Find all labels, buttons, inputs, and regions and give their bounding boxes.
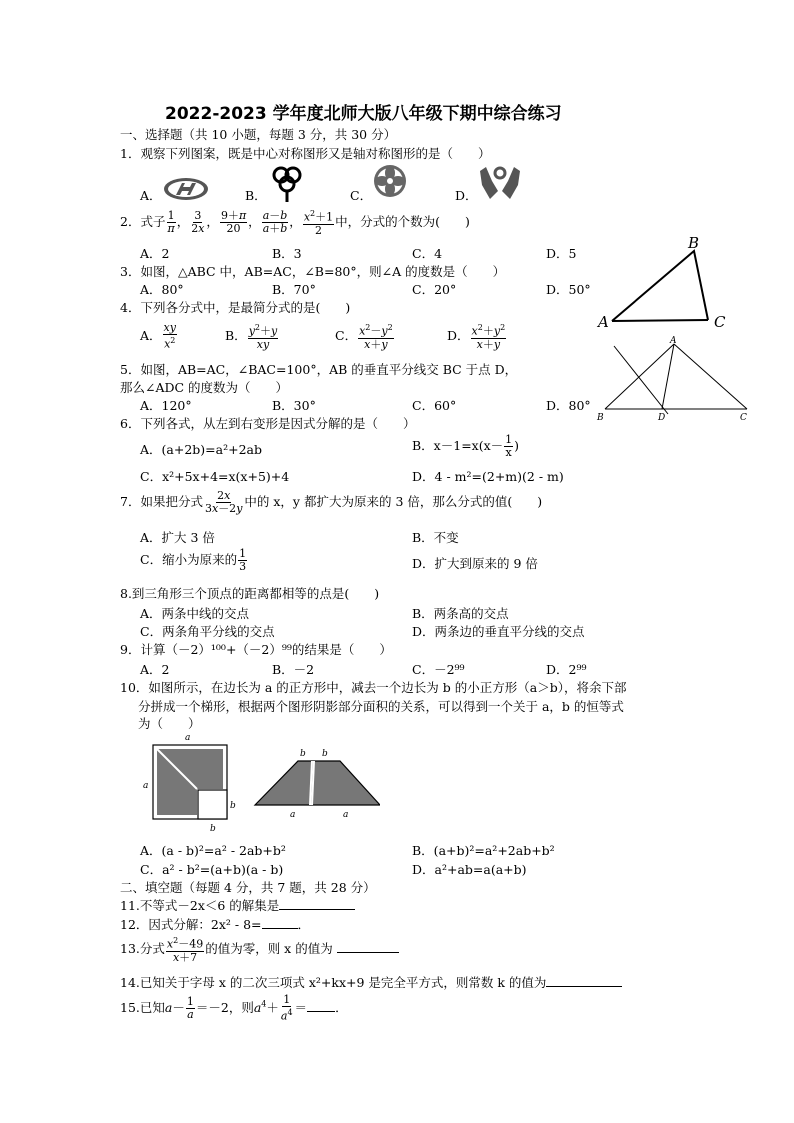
svg-text:D: D — [658, 413, 666, 423]
q14-stem: 14.已知关于字母 x 的二次三项式 x²+kx+9 是完全平方式，则常数 k 的值为 — [120, 973, 622, 991]
q6-option-b[interactable]: B．x－1=x(x－ $\frac{1}{x}$ ) — [412, 433, 520, 459]
q8-stem: 8.到三角形三个顶点的距离都相等的点是( ) — [120, 586, 380, 601]
q5-option-d[interactable]: D．80° — [546, 398, 591, 413]
hands-logo-icon — [478, 161, 522, 201]
q3-option-d[interactable]: D．50° — [546, 282, 591, 297]
svg-text:C: C — [740, 413, 747, 423]
svg-text:a: a — [343, 810, 349, 820]
q12-stem: 12．因式分解：2x² - 8= ． — [120, 917, 311, 932]
q1-option-c[interactable]: C． — [350, 188, 373, 203]
q7-option-c[interactable]: C．缩小为原来的 $\frac{1}{3}$ — [140, 547, 247, 573]
q10-stem-line3: 为（ ） — [138, 716, 201, 731]
svg-text:b: b — [230, 801, 236, 811]
q4-option-d[interactable]: D． $\frac{x^2+y^2}{x+y}$ — [447, 323, 506, 351]
q14-answer-blank[interactable] — [546, 975, 622, 987]
q7-option-a[interactable]: A．扩大 3 倍 — [140, 530, 215, 545]
q12-answer-blank[interactable] — [262, 917, 298, 929]
section-choice-heading: 一、选择题（共 10 小题，每题 3 分，共 30 分） — [120, 127, 397, 142]
q3-stem: 3．如图，△ABC 中，AB=AC，∠B=80°，则∠A 的度数是（ ） — [120, 264, 506, 279]
q8-option-b[interactable]: B．两条高的交点 — [412, 606, 509, 621]
triangle-abc-figure — [590, 232, 740, 332]
q2-option-a[interactable]: A．2 — [140, 246, 170, 261]
q7-option-b[interactable]: B．不变 — [412, 530, 459, 545]
svg-text:a: a — [290, 810, 296, 820]
q2-option-b[interactable]: B．3 — [272, 246, 302, 261]
q1-option-a[interactable]: A． — [140, 188, 162, 203]
q1-option-b[interactable]: B． — [245, 188, 267, 203]
q2-option-c[interactable]: C．4 — [412, 246, 443, 261]
q10-option-d[interactable]: D．a²+ab=a(a+b) — [412, 862, 527, 877]
q9-option-a[interactable]: A．2 — [140, 662, 170, 677]
flower-circle-icon — [372, 163, 408, 199]
q8-option-c[interactable]: C．两条角平分线的交点 — [140, 624, 275, 639]
q10-option-a[interactable]: A．(a - b)²=a² - 2ab+b² — [140, 843, 286, 858]
q1-stem: 1．观察下列图案，既是中心对称图形又是轴对称图形的是（ ） — [120, 146, 491, 161]
hyundai-logo-icon — [162, 175, 212, 203]
svg-text:b: b — [300, 749, 306, 759]
q3-option-a[interactable]: A．80° — [140, 282, 184, 297]
square-trapezoid-figure — [140, 730, 380, 838]
q15-stem: 15.已知a－ $\frac{1}{a}$ ＝－2，则$a^4+$ $\frac{1}{a^4}$ ＝ ． — [120, 993, 348, 1023]
q8-option-d[interactable]: D．两条边的垂直平分线的交点 — [412, 624, 585, 639]
q6-option-c[interactable]: C．x²+5x+4=x(x+5)+4 — [140, 469, 290, 484]
svg-text:A: A — [670, 336, 677, 346]
q4-option-a[interactable]: A． $\frac{xy}{x^2}$ — [140, 321, 176, 351]
q6-option-d[interactable]: D．4 - m²=(2+m)(2 - m) — [412, 469, 564, 484]
isosceles-bisector-figure — [592, 334, 754, 426]
trefoil-logo-icon — [268, 163, 306, 203]
q1-option-d[interactable]: D． — [455, 188, 478, 203]
q7-stem: 7．如果把分式 $\frac{2x}{3x-2y}$ 中的 x，y 都扩大为原来的 3 倍，那么分式的值( ) — [120, 489, 543, 515]
q5-option-b[interactable]: B．30° — [272, 398, 316, 413]
tri-label-b: B — [688, 234, 700, 252]
q13-stem: 13.分式 $\frac{x^2-49}{x+7}$ 的值为零，则 x 的值为 — [120, 935, 399, 964]
q10-stem-line2: 分拼成一个梯形，根据两个图形阴影部分面积的关系，可以得到一个关于 a，b 的恒等式 — [138, 699, 624, 714]
q3-option-c[interactable]: C．20° — [412, 282, 457, 297]
q11-answer-blank[interactable] — [279, 898, 355, 910]
q10-stem-line1: 10．如图所示，在边长为 a 的正方形中，减去一个边长为 b 的小正方形（a＞b），将余下部 — [120, 680, 627, 695]
tri-label-c: C — [714, 313, 726, 331]
page-title: 2022-2023 学年度北师大版八年级下期中综合练习 — [165, 104, 562, 124]
q15-answer-blank[interactable] — [307, 1000, 335, 1012]
svg-text:a: a — [185, 733, 191, 743]
q4-stem: 4．下列各分式中，是最简分式的是( ) — [120, 300, 351, 315]
svg-text:B: B — [597, 413, 604, 423]
q10-option-c[interactable]: C．a² - b²=(a+b)(a - b) — [140, 862, 284, 877]
q7-option-d[interactable]: D．扩大到原来的 9 倍 — [412, 556, 538, 571]
q4-option-c[interactable]: C． $\frac{x^2-y^2}{x+y}$ — [335, 323, 393, 351]
q2-option-d[interactable]: D．5 — [546, 246, 577, 261]
q13-answer-blank[interactable] — [337, 941, 399, 953]
q9-stem: 9．计算（－2）¹⁰⁰+（－2）⁹⁹的结果是（ ） — [120, 642, 392, 657]
q5-option-c[interactable]: C．60° — [412, 398, 457, 413]
tri-label-a: A — [598, 313, 609, 331]
q6-option-a[interactable]: A．(a+2b)=a²+2ab — [140, 442, 262, 457]
q2-stem: 2．式子 $\frac{1}{\pi}$ ， $\frac{3}{2x}$ ， $\frac{9+\pi}{20}$ ， $\frac{a-b}{a+b}$ ， $\frac{x^2+1}{2}$ 中，分式的个数为( ) — [120, 208, 470, 237]
q11-stem: 11.不等式－2x＜6 的解集是 — [120, 896, 355, 914]
q5-stem-line2: 那么∠ADC 的度数为（ ） — [120, 380, 289, 395]
q4-option-b[interactable]: B． $\frac{y^2+y}{xy}$ — [225, 323, 278, 351]
q9-option-c[interactable]: C．－2⁹⁹ — [412, 662, 465, 677]
q9-option-b[interactable]: B．－2 — [272, 662, 315, 677]
q5-stem-line1: 5．如图，AB=AC，∠BAC=100°，AB 的垂直平分线交 BC 于点 D， — [120, 362, 518, 377]
svg-text:a: a — [143, 781, 149, 791]
q8-option-a[interactable]: A．两条中线的交点 — [140, 606, 250, 621]
section-fill-heading: 二、填空题（每题 4 分，共 7 题，共 28 分） — [120, 880, 376, 895]
svg-text:b: b — [322, 749, 328, 759]
q9-option-d[interactable]: D．2⁹⁹ — [546, 662, 587, 677]
q5-option-a[interactable]: A．120° — [140, 398, 192, 413]
q10-option-b[interactable]: B．(a+b)²=a²+2ab+b² — [412, 843, 555, 858]
q6-stem: 6．下列各式，从左到右变形是因式分解的是（ ） — [120, 416, 416, 431]
svg-text:b: b — [210, 824, 216, 834]
q3-option-b[interactable]: B．70° — [272, 282, 316, 297]
